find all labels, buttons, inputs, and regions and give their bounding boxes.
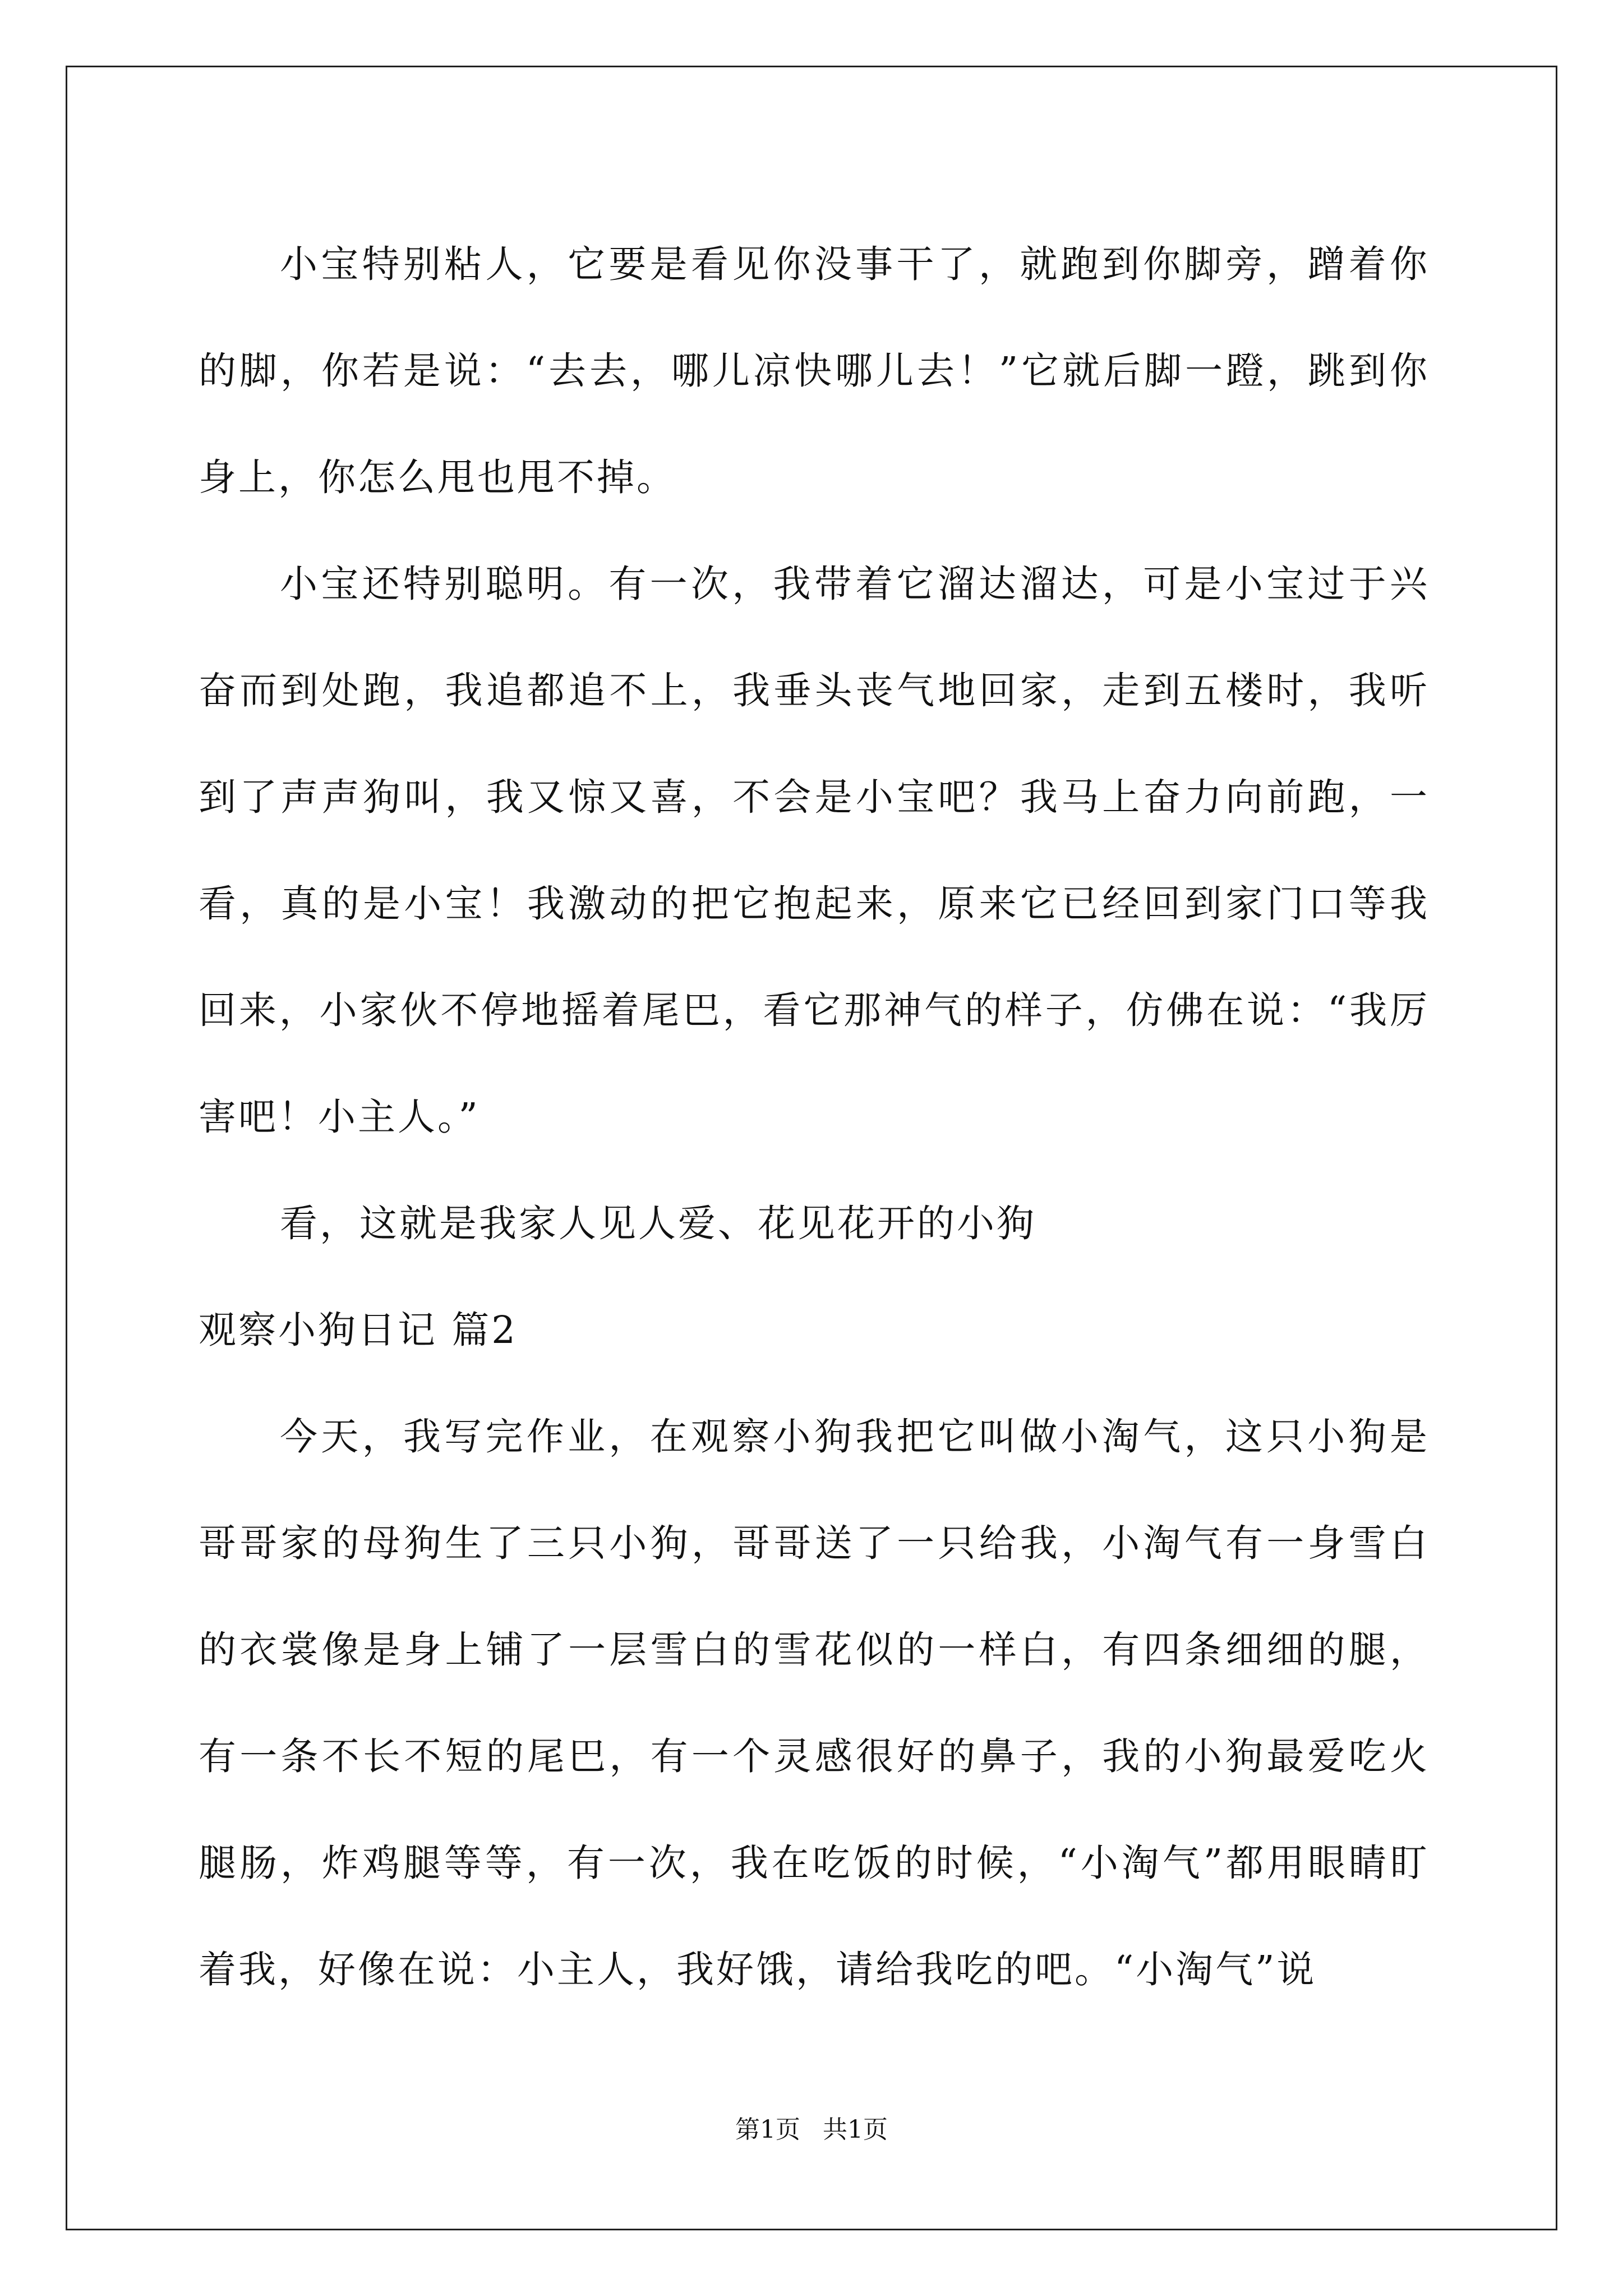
page-number-current: 第1页	[735, 2115, 800, 2144]
paragraph-3: 看，这就是我家人见人爱、花见花开的小狗	[280, 1202, 1036, 1245]
section-heading: 观察小狗日记 篇2	[199, 1308, 518, 1352]
page-footer	[0, 2109, 1623, 2145]
paragraph-4: 今天，我写完作业，在观察小狗我把它叫做小淘气，这只小狗是哥哥家的母狗生了三只小狗，哥哥送了一只给我，小淘气有一身雪白的衣裳像是身上铺了一层雪白的雪花似的一样白，有四条细细的腿，有一条不长不短的尾巴，有一个灵感很好的鼻子，我的小狗最爱吃火腿肠，炸鸡腿等等，有一次，我在吃饭的时候，“小淘气”都用眼睛盯着我，好像在说：小主人，我好饿，请给我吃的吧。“小淘气”说	[199, 1415, 1430, 1991]
page-number-total: 共1页	[823, 2115, 888, 2144]
paragraph-1: 小宝特别粘人，它要是看见你没事干了，就跑到你脚旁，蹭着你的脚，你若是说：“去去，哪儿凉快哪儿去！”它就后脚一蹬，跳到你身上，你怎么甩也甩不掉。	[199, 242, 1430, 499]
document-body	[199, 211, 1430, 2023]
paragraph-2: 小宝还特别聪明。有一次，我带着它溜达溜达，可是小宝过于兴奋而到处跑，我追都追不上，我垂头丧气地回家，走到五楼时，我听到了声声狗叫，我又惊又喜，不会是小宝吧？我马上奋力向前跑，一看，真的是小宝！我激动的把它抱起来，原来它已经回到家门口等我回来，小家伙不停地摇着尾巴，看它那神气的样子，仿佛在说：“我厉害吧！小主人。”	[199, 562, 1430, 1139]
